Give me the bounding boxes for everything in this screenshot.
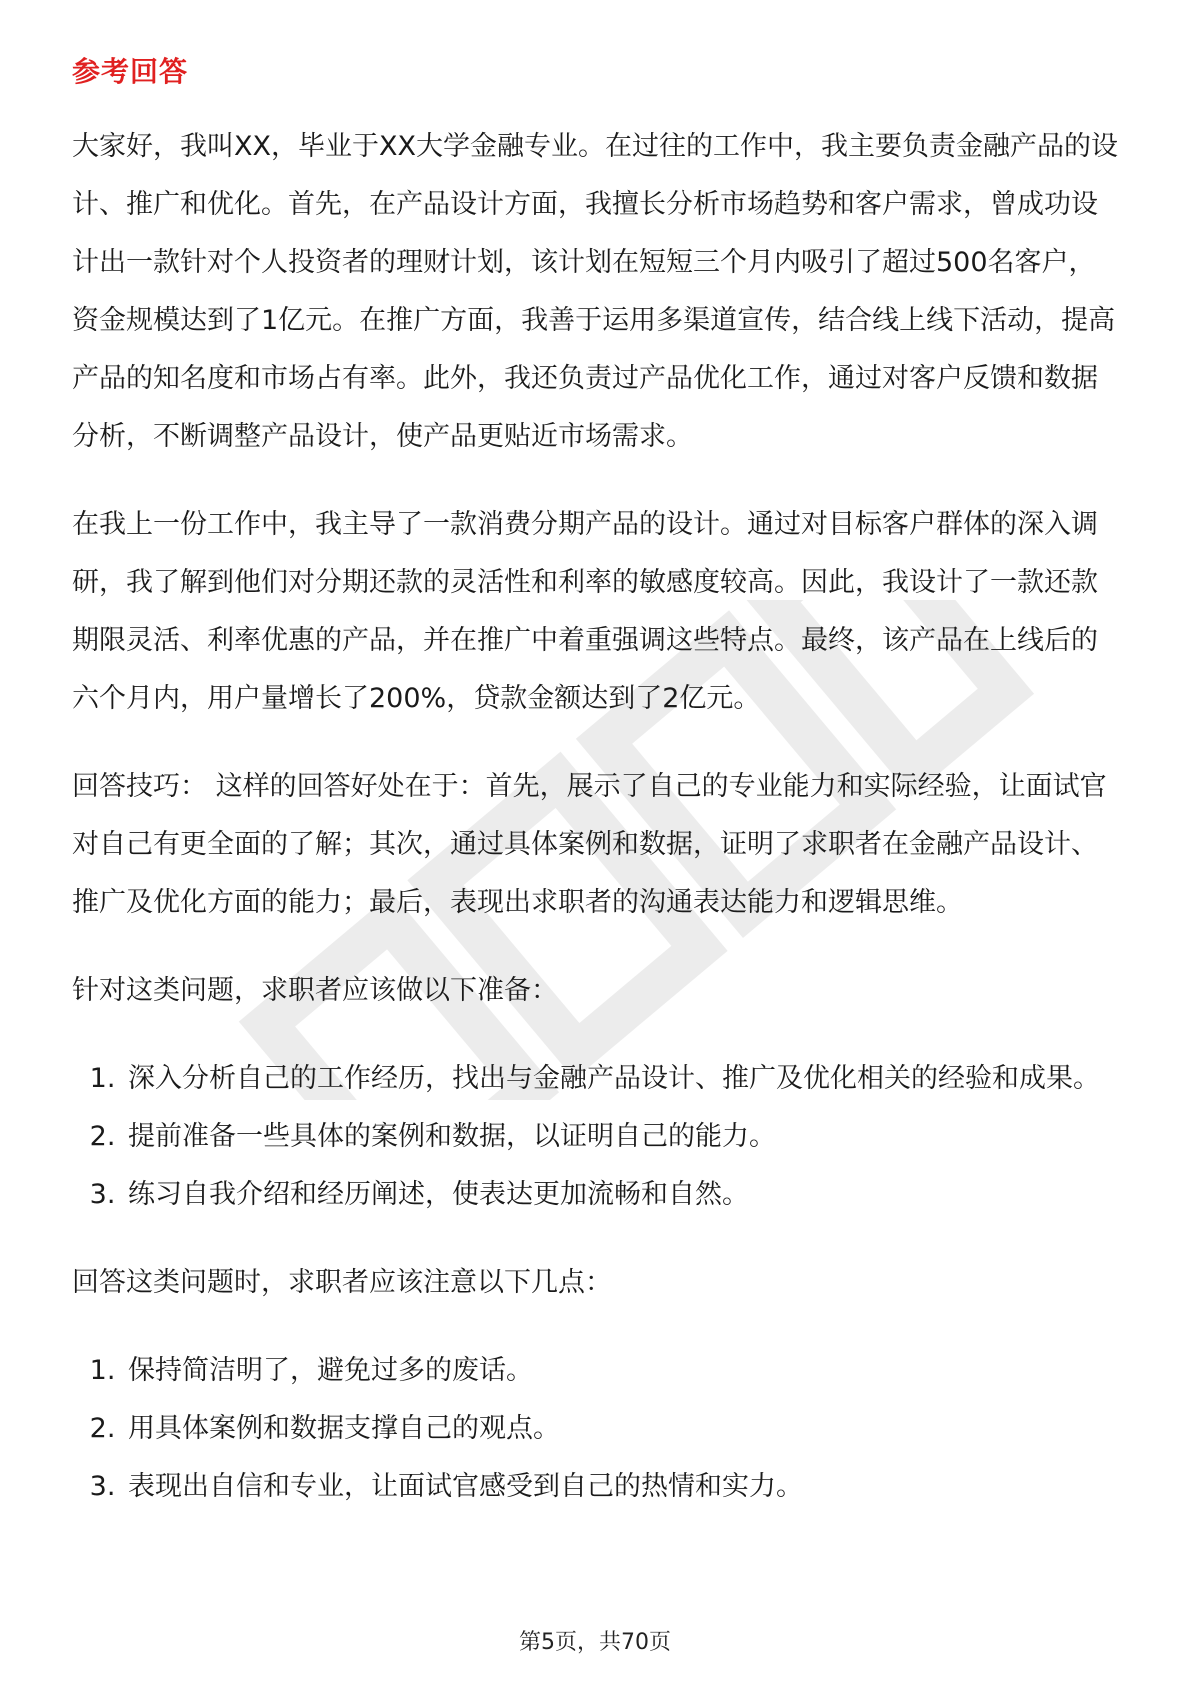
prep-list (72, 1050, 1122, 1224)
prep-intro-paragraph: 针对这类问题，求职者应该做以下准备： (72, 975, 558, 1006)
list-item: 1. 深入分析自己的工作经历，找出与金融产品设计、推广及优化相关的经验和成果。 (124, 1050, 1122, 1108)
answer-heading: 参考回答 (72, 55, 189, 88)
tips-paragraph: 回答技巧： 这样的回答好处在于：首先，展示了自己的专业能力和实际经验，让面试官对自己有更全面的了解；其次，通过具体案例和数据，证明了求职者在金融产品设计、推广及优化方面的能力；最后，表现出求职者的沟通表达能力和逻辑思维。 (72, 771, 1107, 918)
answer-content (72, 118, 1122, 1546)
list-item: 1. 保持简洁明了，避免过多的废话。 (124, 1342, 1122, 1400)
notes-list (72, 1342, 1122, 1516)
page-number: 第5页，共70页 (519, 1630, 671, 1655)
intro-paragraph: 大家好，我叫XX，毕业于XX大学金融专业。在过往的工作中，我主要负责金融产品的设计、推广和优化。首先，在产品设计方面，我擅长分析市场趋势和客户需求，曾成功设计出一款针对个人投资者的理财计划，该计划在短短三个月内吸引了超过500名客户，资金规模达到了1亿元。在推广方面，我善于运用多渠道宣传，结合线上线下活动，提高产品的知名度和市场占有率。此外，我还负责过产品优化工作，通过对客户反馈和数据分析，不断调整产品设计，使产品更贴近市场需求。 (72, 131, 1118, 452)
case-paragraph: 在我上一份工作中，我主导了一款消费分期产品的设计。通过对目标客户群体的深入调研，我了解到他们对分期还款的灵活性和利率的敏感度较高。因此，我设计了一款还款期限灵活、利率优惠的产品，并在推广中着重强调这些特点。最终，该产品在上线后的六个月内，用户量增长了200%，贷款金额达到了2亿元。 (72, 509, 1098, 714)
notes-intro-paragraph: 回答这类问题时，求职者应该注意以下几点： (72, 1267, 612, 1298)
list-item: 3. 表现出自信和专业，让面试官感受到自己的热情和实力。 (124, 1458, 1122, 1516)
list-item: 2. 提前准备一些具体的案例和数据，以证明自己的能力。 (124, 1108, 1122, 1166)
list-item: 2. 用具体案例和数据支撑自己的观点。 (124, 1400, 1122, 1458)
list-item: 3. 练习自我介绍和经历阐述，使表达更加流畅和自然。 (124, 1166, 1122, 1224)
